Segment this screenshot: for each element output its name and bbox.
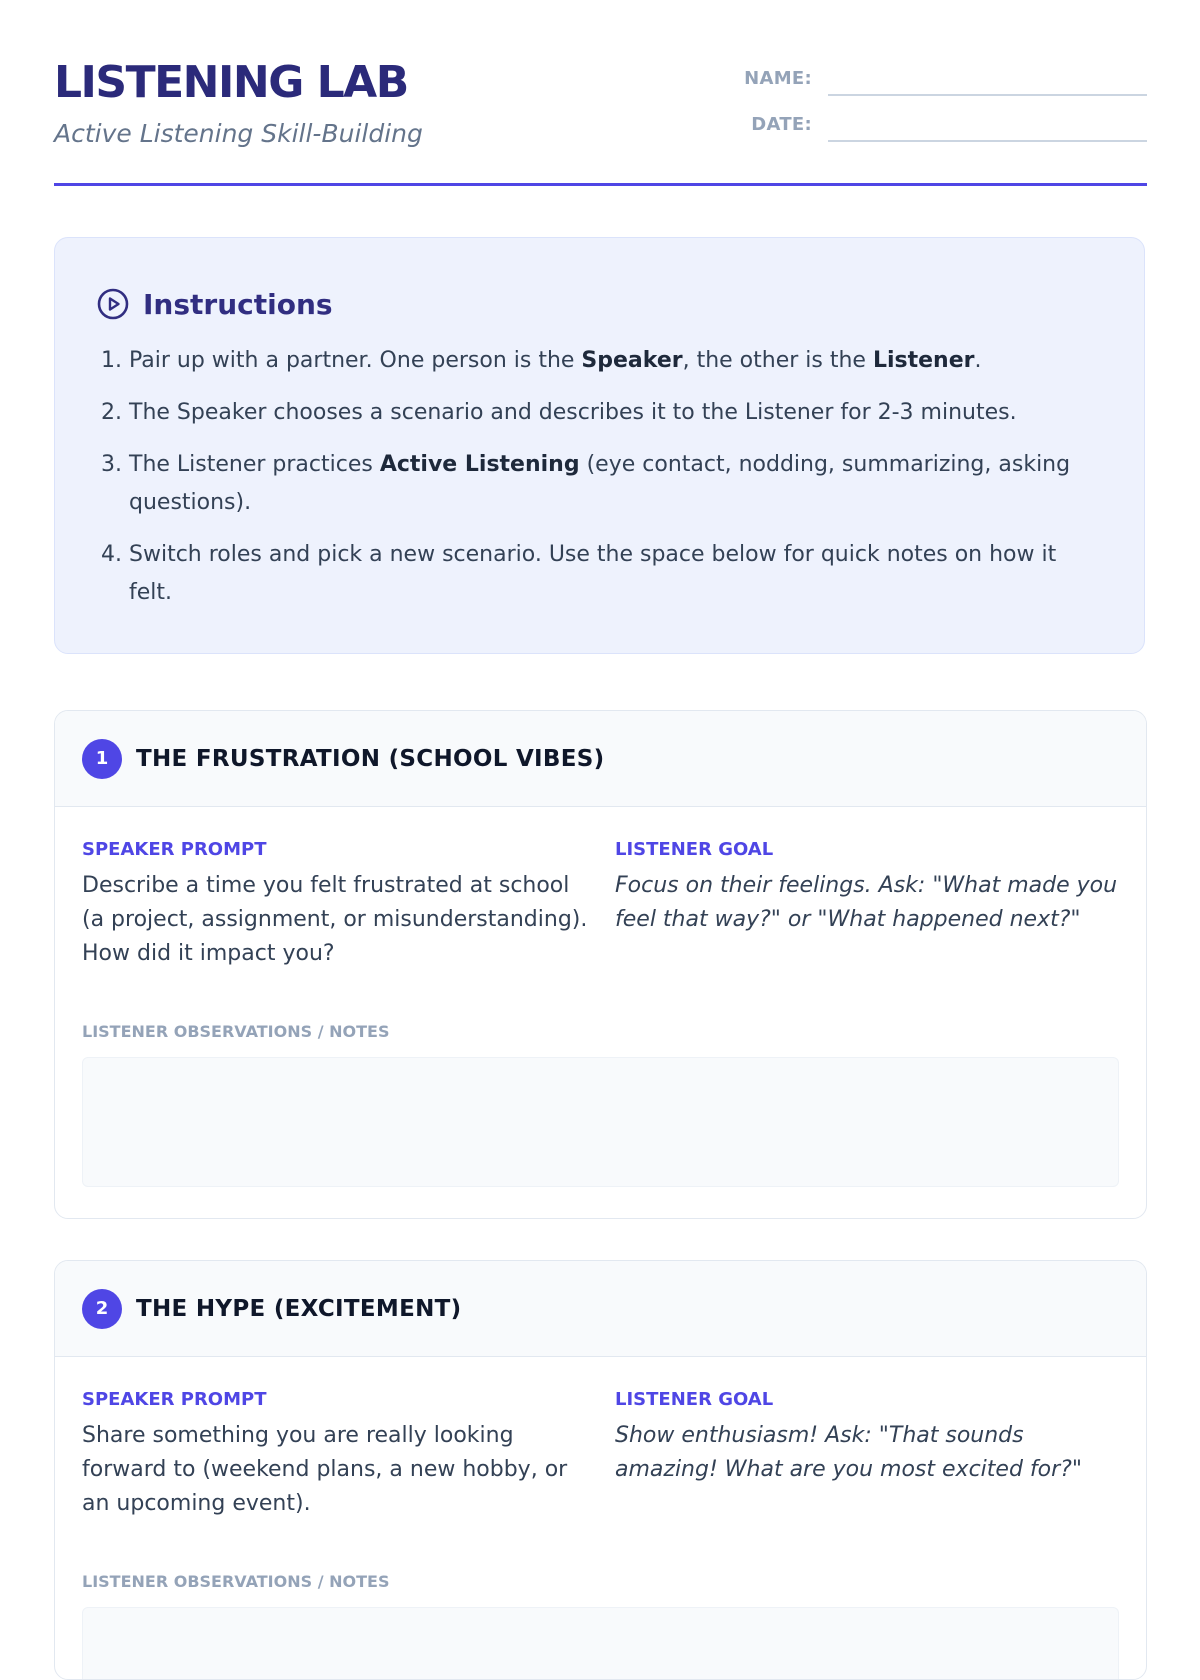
name-field[interactable] bbox=[828, 64, 1147, 96]
listener-goal-column bbox=[615, 1389, 1125, 1487]
instruction-number: 4. bbox=[101, 542, 122, 567]
scenario-title: THE FRUSTRATION (SCHOOL VIBES) bbox=[136, 745, 605, 772]
speaker-prompt-label: SPEAKER PROMPT bbox=[82, 839, 267, 860]
listener-goal-column bbox=[615, 839, 1125, 937]
instructions-list bbox=[101, 342, 1101, 626]
instruction-number: 2. bbox=[101, 400, 122, 425]
instruction-number: 3. bbox=[101, 452, 122, 477]
listener-goal-text: Focus on their feelings. Ask: "What made you feel that way?" or "What happened next?" bbox=[615, 873, 1118, 932]
worksheet-page bbox=[54, 0, 1147, 1591]
instructions-panel bbox=[54, 237, 1145, 654]
instruction-item bbox=[101, 342, 1101, 380]
scenario-card-2 bbox=[54, 1260, 1147, 1680]
instruction-text: The Listener practices bbox=[129, 452, 380, 477]
date-label: DATE: bbox=[751, 114, 812, 135]
page-title: LISTENING LAB bbox=[54, 57, 408, 108]
scenario-header bbox=[55, 1261, 1146, 1357]
instruction-item bbox=[101, 446, 1101, 522]
instruction-emphasis: Active Listening bbox=[379, 452, 580, 477]
instruction-text: , the other is the bbox=[682, 348, 873, 373]
scenario-card-1 bbox=[54, 710, 1147, 1219]
instructions-title: Instructions bbox=[143, 287, 333, 321]
name-label: NAME: bbox=[744, 68, 812, 89]
instruction-item bbox=[101, 394, 1101, 432]
instruction-emphasis: Listener bbox=[872, 348, 975, 373]
instruction-emphasis: Speaker bbox=[581, 348, 683, 373]
scenario-header bbox=[55, 711, 1146, 807]
notes-label: LISTENER OBSERVATIONS / NOTES bbox=[82, 1022, 390, 1041]
date-field-row bbox=[737, 110, 1147, 140]
instruction-text: Switch roles and pick a new scenario. Use the space below for quick notes on how it felt. bbox=[129, 542, 1057, 605]
notes-box[interactable] bbox=[82, 1057, 1119, 1187]
instructions-heading bbox=[97, 284, 333, 324]
instruction-text: . bbox=[974, 348, 982, 373]
scenario-number-badge: 1 bbox=[82, 739, 122, 779]
page-subtitle: Active Listening Skill-Building bbox=[54, 119, 423, 148]
worksheet-header bbox=[54, 0, 1147, 186]
speaker-prompt-label: SPEAKER PROMPT bbox=[82, 1389, 267, 1410]
listener-goal-label: LISTENER GOAL bbox=[615, 1389, 774, 1410]
speaker-prompt-column bbox=[82, 1389, 592, 1521]
scenario-number-badge: 2 bbox=[82, 1289, 122, 1329]
listener-goal-label: LISTENER GOAL bbox=[615, 839, 774, 860]
date-field[interactable] bbox=[828, 110, 1147, 142]
name-field-row bbox=[737, 64, 1147, 94]
speaker-prompt-column bbox=[82, 839, 592, 971]
instruction-item bbox=[101, 536, 1101, 612]
instruction-number: 1. bbox=[101, 348, 122, 373]
play-circle-icon bbox=[97, 288, 129, 320]
instruction-text: The Speaker chooses a scenario and describes it to the Listener for 2-3 minutes. bbox=[129, 400, 1017, 425]
speaker-prompt-text: Share something you are really looking forward to (weekend plans, a new hobby, or an upcoming event). bbox=[82, 1423, 568, 1516]
speaker-prompt-text: Describe a time you felt frustrated at school (a project, assignment, or misunderstanding). How did it impact you? bbox=[82, 873, 588, 966]
notes-label: LISTENER OBSERVATIONS / NOTES bbox=[82, 1572, 390, 1591]
listener-goal-text: Show enthusiasm! Ask: "That sounds amazing! What are you most excited for?" bbox=[615, 1423, 1082, 1482]
instruction-text: Pair up with a partner. One person is the bbox=[129, 348, 582, 373]
scenario-title: THE HYPE (EXCITEMENT) bbox=[136, 1295, 462, 1322]
notes-box[interactable] bbox=[82, 1607, 1119, 1680]
instruction-text: (eye contact, nodding, summarizing, asking questions). bbox=[129, 452, 1071, 515]
